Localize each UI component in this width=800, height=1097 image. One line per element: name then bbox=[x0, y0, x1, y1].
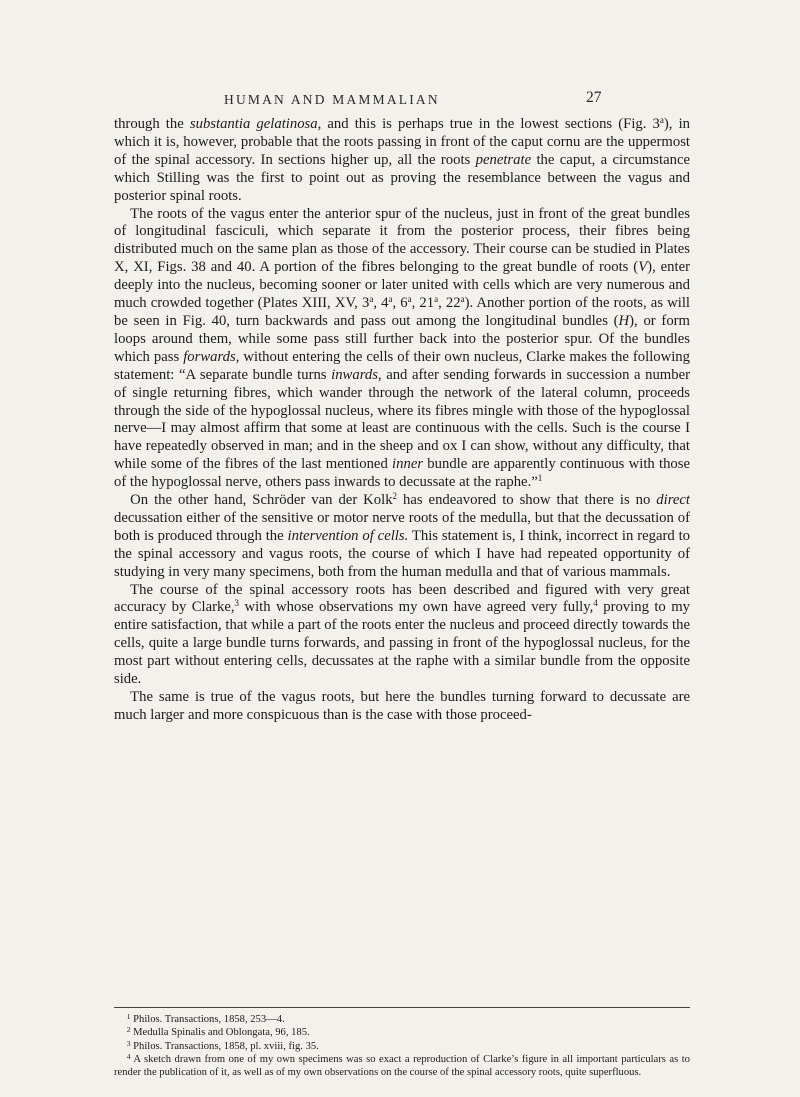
italic-text: inwards bbox=[331, 366, 378, 383]
italic-text: inner bbox=[392, 456, 424, 473]
text-run: , 21 bbox=[411, 295, 435, 312]
text-run: , without entering the cells of their own nucleus, Clarke makes the following statement: “A separate bundle turns bbox=[114, 348, 690, 383]
footnote bbox=[114, 1013, 690, 1026]
text-run: with whose observations my own have agreed very fully, bbox=[239, 599, 594, 616]
italic-text: direct bbox=[656, 492, 690, 509]
italic-text: V bbox=[638, 259, 648, 276]
text-run: , 22 bbox=[438, 295, 461, 312]
reference-superscript: a bbox=[369, 294, 374, 305]
text-run: has endeavored to show that there is no bbox=[397, 492, 657, 509]
footnote bbox=[114, 1053, 690, 1080]
text-run: bundle are apparently continuous with those of the hypoglossal nerve, others pass inwards to decussate at the raphe.” bbox=[114, 456, 690, 491]
text-run: proving to my entire satisfaction, that while a part of the roots enter the nucleus and proceed directly towards the cells, quite a large bundle turns forwards, and passing in front of the hypoglossal nucleus, for the most part without entering cells, decussates at the raphe with a similar bundle from the opposite side. bbox=[114, 599, 690, 688]
footnote-text: Philos. Transactions, 1858, 253—4. bbox=[133, 1014, 285, 1025]
reference-superscript: 4 bbox=[593, 598, 598, 609]
reference-superscript: 3 bbox=[234, 598, 240, 609]
reference-superscript: a bbox=[460, 294, 465, 305]
footnote-text: A sketch drawn from one of my own specimens was so exact a reproduction of Clarke’s figure in all important particulars as to render the publication of it, as well as of my own observations on the course of the spinal accessory roots, quite superfluous. bbox=[114, 1053, 690, 1079]
footnote-marker: 1 bbox=[126, 1012, 131, 1021]
text-run: The roots of the vagus enter the anterior spur of the nucleus, just in front of the great bundles of longitudinal fasciculi, which separate it from the posterior process, their fibres being distributed much on the same plan as those of the accessory. Their course can be studied in Plates X, XI, Figs. 38 and 40. A portion of the fibres belonging to the great bundle of roots ( bbox=[114, 205, 690, 276]
text-run: , 4 bbox=[373, 295, 389, 312]
italic-text: penetrate bbox=[475, 151, 532, 168]
footnote-text: Philos. Transactions, 1858, pl. xviii, fig. 35. bbox=[133, 1040, 319, 1052]
text-run: the caput, a circumstance which Stilling was the first to point out as proving the resemblance between the vagus and posterior spinal roots. bbox=[114, 151, 691, 204]
paragraph bbox=[114, 206, 690, 493]
text-run: , 6 bbox=[392, 295, 408, 312]
paragraph bbox=[114, 492, 690, 582]
paragraph bbox=[114, 116, 690, 206]
reference-superscript: 2 bbox=[392, 491, 398, 502]
italic-text: substantia gelatinosa bbox=[189, 116, 318, 132]
footnote bbox=[114, 1026, 690, 1039]
reference-superscript: a bbox=[434, 294, 439, 305]
paragraph bbox=[114, 689, 690, 725]
footnote-marker: 4 bbox=[126, 1051, 131, 1061]
page-number: 27 bbox=[586, 89, 602, 106]
footnote-marker: 3 bbox=[126, 1038, 131, 1048]
reference-superscript: a bbox=[659, 115, 664, 125]
text-run: This statement is, I think, incorrect in regard to the spinal accessory and vagus roots, the course of which I have had repeated opportunity of studying in very many specimens, both from the human medulla and that of various mammals. bbox=[114, 527, 691, 580]
text-run: ), in which it is, however, probable that the roots passing in front of the caput cornu are the uppermost of the spinal accessory. In sections higher up, all the roots bbox=[114, 116, 690, 168]
text-run: decussation either of the sensitive or motor nerve roots of the medulla, but that the decussation of both is produced through the bbox=[114, 509, 690, 544]
reference-superscript: 1 bbox=[537, 473, 543, 484]
footnote-divider bbox=[114, 1007, 690, 1008]
text-run: , and this is perhaps true in the lowest sections (Fig. 3 bbox=[317, 116, 660, 132]
text-run: , and after sending forwards in succession a number of single returning fibres, which wander through the network of the lateral column, proceeds through the side of the hypoglossal nucleus, where its fibres mingle with those of the hypoglossal nerve—I may almost affirm that some at least are continuous with the cells. Such is the course I have repeatedly observed in man; and in the sheep and ox I can show, without any difficulty, that while some of the fibres of the last mentioned bbox=[114, 366, 690, 473]
italic-text: forwards bbox=[183, 348, 236, 365]
text-run: through the bbox=[114, 116, 190, 132]
italic-text: intervention of cells. bbox=[287, 527, 409, 544]
footnotes bbox=[114, 1013, 690, 1079]
reference-superscript: a bbox=[407, 294, 412, 305]
running-head: HUMAN AND MAMMALIAN bbox=[224, 92, 440, 107]
text-run: ), enter deeply into the nucleus, becoming sooner or later united with cells which are very numerous and much crowded together (Plates XIII, XV, 3 bbox=[114, 259, 691, 312]
paragraph bbox=[114, 582, 690, 689]
footnote bbox=[114, 1040, 690, 1053]
text-run: ), or form loops around them, while some pass still further back into the posterior spur. Of the bundles which pass bbox=[114, 312, 690, 365]
text-run: The course of the spinal accessory roots has been described and figured with very great accuracy by Clarke, bbox=[114, 581, 690, 616]
italic-text: H bbox=[618, 312, 630, 329]
body-text bbox=[114, 116, 690, 725]
text-run: ). Another portion of the roots, as will be seen in Fig. 40, turn backwards and pass out among the longitudinal bundles ( bbox=[114, 295, 691, 329]
footnote-marker: 2 bbox=[126, 1025, 131, 1035]
text-run: On the other hand, Schröder van der Kolk bbox=[130, 492, 393, 509]
reference-superscript: a bbox=[388, 294, 393, 305]
text-run: The same is true of the vagus roots, but here the bundles turning forward to decussate are much larger and more conspicuous than is the case with those proceed- bbox=[114, 689, 690, 723]
footnote-text: Medulla Spinalis and Oblongata, 96, 185. bbox=[133, 1027, 310, 1039]
